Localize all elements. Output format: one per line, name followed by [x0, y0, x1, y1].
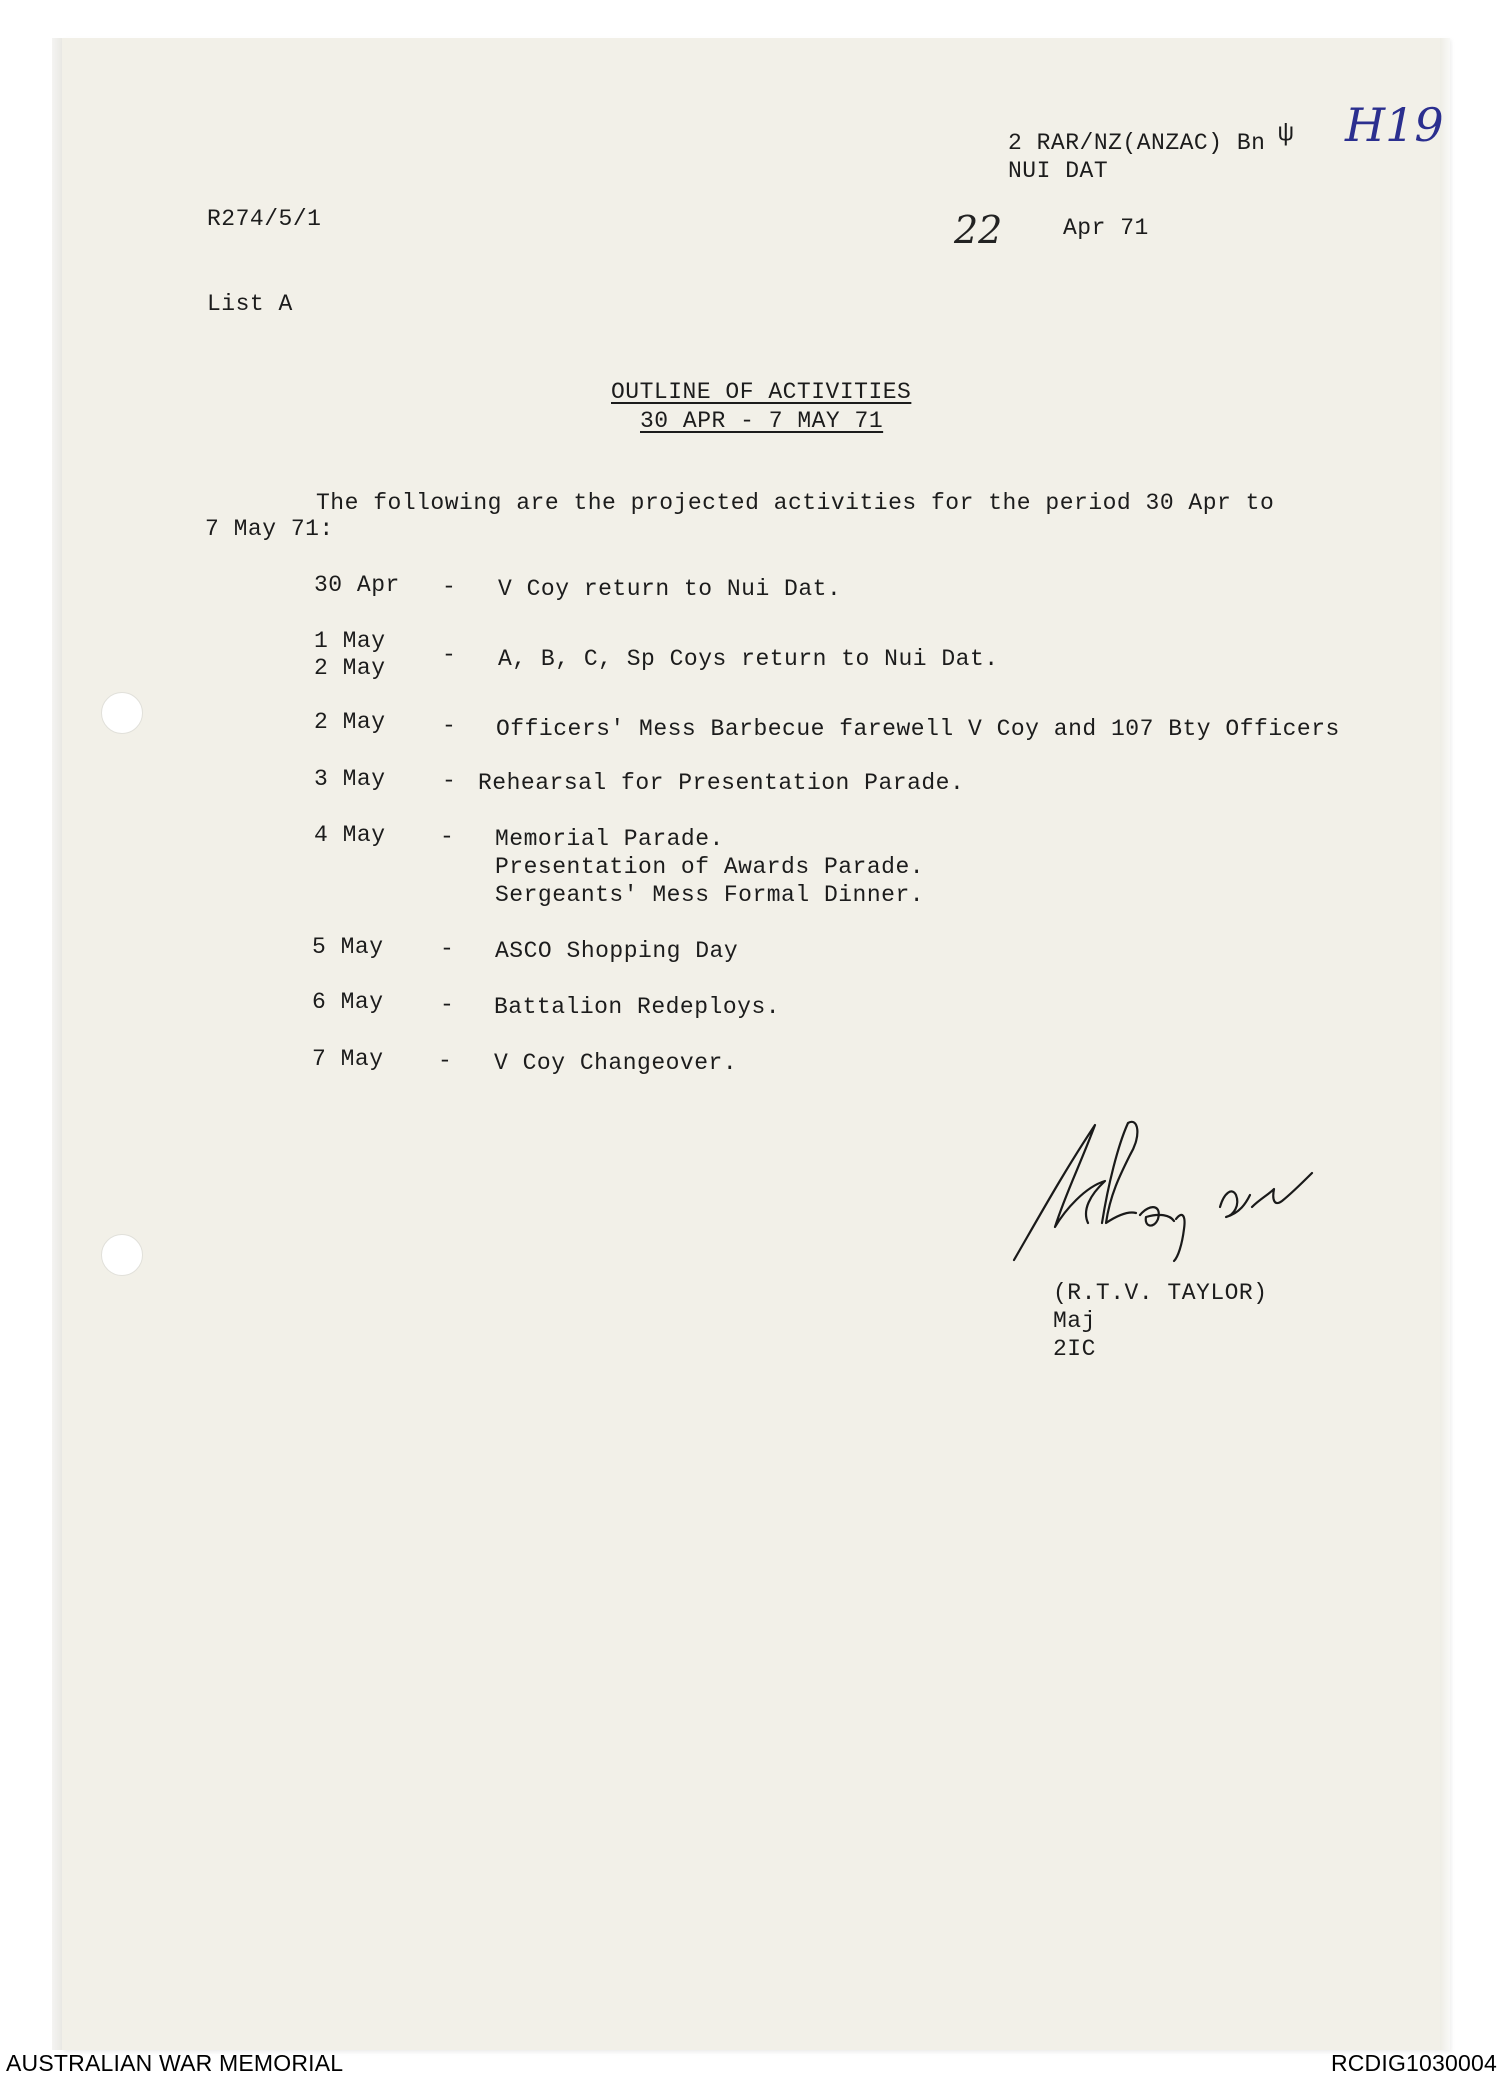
activity-date: 6 May: [312, 989, 384, 1015]
unit-location: NUI DAT: [1008, 158, 1109, 184]
page-right-edge: [1440, 38, 1450, 2050]
punch-hole-bottom: [101, 1234, 143, 1276]
activity-date-2: 2 May: [314, 655, 386, 681]
document-title: OUTLINE OF ACTIVITIES: [611, 379, 912, 405]
crest-mark-icon: ψ: [1278, 118, 1295, 148]
activity-dash: -: [442, 642, 457, 668]
date-month-year: Apr 71: [1063, 215, 1149, 241]
activity-text: Memorial Parade.: [495, 826, 724, 852]
activity-dash: -: [438, 1048, 453, 1074]
signatory-rank: Maj: [1053, 1308, 1096, 1334]
activity-dash: -: [440, 936, 455, 962]
activity-text: Officers' Mess Barbecue farewell V Coy and 107 Bty Officers: [496, 716, 1340, 742]
date-day-handwritten: 22: [954, 208, 1003, 252]
intro-line-1: The following are the projected activities for the period 30 Apr to: [316, 490, 1275, 516]
activity-date: 7 May: [312, 1046, 384, 1072]
footer-record-id: RCDIG1030004: [1330, 2050, 1497, 2076]
signatory-appointment: 2IC: [1053, 1336, 1096, 1362]
activity-text: A, B, C, Sp Coys return to Nui Dat.: [498, 646, 999, 672]
activity-date: 3 May: [314, 766, 386, 792]
activity-dash: -: [440, 824, 455, 850]
list-label: List A: [207, 291, 293, 317]
activity-dash: -: [442, 768, 457, 794]
file-reference: R274/5/1: [207, 206, 322, 232]
document-page: [62, 38, 1449, 2050]
activity-text: Battalion Redeploys.: [494, 994, 781, 1020]
activity-text: V Coy Changeover.: [494, 1050, 738, 1076]
activity-dash: -: [442, 574, 457, 600]
activity-text: Presentation of Awards Parade.: [495, 854, 925, 880]
signatory-name: (R.T.V. TAYLOR): [1053, 1280, 1268, 1306]
activity-date: 4 May: [314, 822, 386, 848]
folio-number: H19: [1345, 98, 1444, 152]
activity-dash: -: [440, 992, 455, 1018]
unit-name: 2 RAR/NZ(ANZAC) Bn: [1008, 130, 1266, 156]
activity-text: V Coy return to Nui Dat.: [498, 576, 842, 602]
handwritten-signature: [1010, 1115, 1340, 1265]
activity-dash: -: [442, 713, 457, 739]
activity-text: ASCO Shopping Day: [495, 938, 739, 964]
punch-hole-top: [101, 692, 143, 734]
document-subtitle: 30 APR - 7 MAY 71: [640, 408, 884, 434]
activity-text: Rehearsal for Presentation Parade.: [478, 770, 965, 796]
intro-line-2: 7 May 71:: [205, 516, 334, 542]
activity-date: 5 May: [312, 934, 384, 960]
footer-institution: AUSTRALIAN WAR MEMORIAL: [6, 2050, 344, 2076]
activity-date: 30 Apr: [314, 572, 400, 598]
activity-date: 2 May: [314, 709, 386, 735]
activity-date: 1 May: [314, 628, 386, 654]
activity-text: Sergeants' Mess Formal Dinner.: [495, 882, 925, 908]
